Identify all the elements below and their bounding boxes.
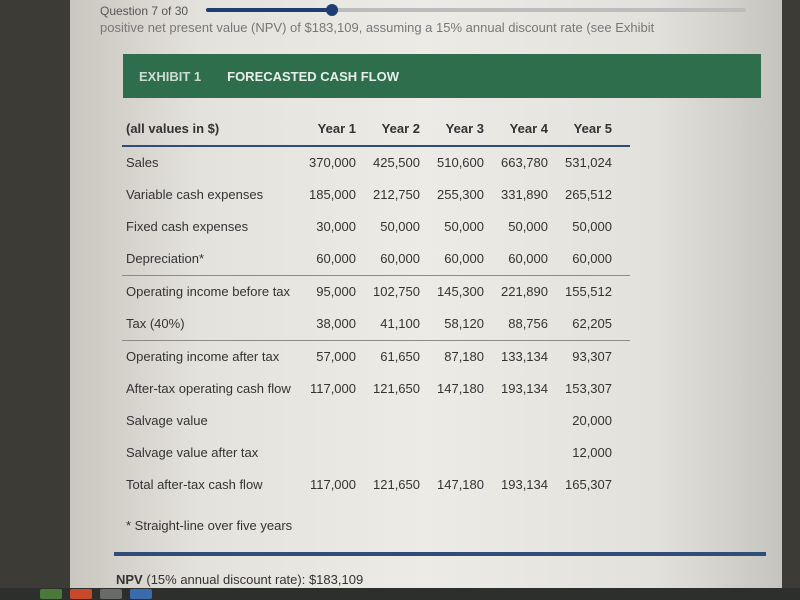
table-cell: 61,650 (380, 349, 420, 364)
row-label: Operating income after tax (126, 349, 280, 364)
table-cell: 12,000 (572, 445, 612, 460)
table-row (122, 211, 630, 243)
table-cell: 155,512 (565, 284, 612, 299)
row-label: Salvage value after tax (126, 445, 259, 460)
exhibit-title: FORECASTED CASH FLOW (227, 68, 400, 84)
table-cell: 60,000 (572, 251, 612, 266)
table-cell: 41,100 (380, 316, 420, 331)
table-cell: 57,000 (316, 349, 356, 364)
row-label: Variable cash expenses (126, 187, 264, 202)
table-cell: 265,512 (565, 187, 612, 202)
table-cell: 95,000 (316, 284, 356, 299)
table-cell: 185,000 (309, 187, 356, 202)
table-cell: 88,756 (508, 316, 548, 331)
table-cell: 50,000 (572, 219, 612, 234)
row-label: Salvage value (126, 413, 208, 428)
question-counter: Question 7 of 30 (100, 4, 189, 18)
column-header: Year 3 (445, 121, 484, 136)
table-cell: 510,600 (437, 155, 484, 170)
column-header: Year 4 (509, 121, 548, 136)
divider (114, 552, 766, 556)
table-row (122, 373, 630, 405)
table-cell: 20,000 (572, 413, 612, 428)
table-cell: 121,650 (373, 381, 420, 396)
progress-bar (206, 8, 746, 12)
question-text: positive net present value (NPV) of $183,109, assuming a 15% annual discount rate (see Exhibit (100, 20, 655, 35)
column-header: Year 2 (381, 121, 420, 136)
cash-flow-table (122, 113, 630, 501)
table-cell: 60,000 (444, 251, 484, 266)
column-header: Year 5 (573, 121, 612, 136)
npv-line (116, 572, 363, 587)
row-label: Operating income before tax (126, 284, 291, 299)
table-cell: 121,650 (373, 477, 420, 492)
table-cell: 221,890 (501, 284, 548, 299)
footnote: * Straight-line over five years (126, 518, 293, 533)
table-row (122, 437, 630, 469)
table-cell: 425,500 (373, 155, 420, 170)
npv-label: NPV (116, 572, 143, 587)
column-header: Year 1 (317, 121, 356, 136)
table-cell: 60,000 (508, 251, 548, 266)
table-row (122, 405, 630, 437)
table-row (122, 147, 630, 179)
table-cell: 102,750 (373, 284, 420, 299)
table-cell: 87,180 (444, 349, 484, 364)
row-label: After-tax operating cash flow (126, 381, 291, 396)
table-cell: 117,000 (309, 477, 356, 492)
table-cell: 50,000 (508, 219, 548, 234)
table-cell: 60,000 (380, 251, 420, 266)
exhibit-header (123, 54, 761, 98)
table-row (122, 469, 630, 501)
table-cell: 133,134 (501, 349, 548, 364)
question-topbar (100, 4, 760, 18)
table-cell: 370,000 (309, 155, 356, 170)
table-cell: 117,000 (309, 381, 356, 396)
table-row (122, 341, 630, 373)
row-label: Sales (126, 155, 159, 170)
table-cell: 93,307 (572, 349, 612, 364)
table-cell: 147,180 (437, 381, 484, 396)
progress-knob[interactable] (326, 4, 338, 16)
table-cell: 50,000 (380, 219, 420, 234)
table-cell: 193,134 (501, 477, 548, 492)
table-row (122, 243, 630, 276)
progress-fill (206, 8, 332, 12)
table-cell: 331,890 (501, 187, 548, 202)
row-label: Total after-tax cash flow (126, 477, 263, 492)
taskbar-app-icon[interactable] (130, 589, 152, 599)
table-cell: 145,300 (437, 284, 484, 299)
table-cell: 193,134 (501, 381, 548, 396)
table-header-label: (all values in $) (126, 121, 220, 136)
table-header-row (122, 113, 630, 147)
table-cell: 62,205 (572, 316, 612, 331)
table-cell: 255,300 (437, 187, 484, 202)
exhibit-label: EXHIBIT 1 (139, 68, 202, 84)
table-cell: 212,750 (373, 187, 420, 202)
screen (70, 0, 782, 600)
table-cell: 50,000 (444, 219, 484, 234)
row-label: Tax (40%) (126, 316, 185, 331)
table-row (122, 276, 630, 308)
table-cell: 147,180 (437, 477, 484, 492)
taskbar-app-icon[interactable] (70, 589, 92, 599)
table-cell: 153,307 (565, 381, 612, 396)
table-cell: 663,780 (501, 155, 548, 170)
table-cell: 58,120 (444, 316, 484, 331)
row-label: Fixed cash expenses (126, 219, 249, 234)
taskbar-app-icon[interactable] (100, 589, 122, 599)
npv-text: (15% annual discount rate): $183,109 (146, 572, 364, 587)
table-cell: 531,024 (565, 155, 612, 170)
table-cell: 38,000 (316, 316, 356, 331)
table-row (122, 179, 630, 211)
taskbar-app-icon[interactable] (40, 589, 62, 599)
table-row (122, 308, 630, 341)
table-cell: 165,307 (565, 477, 612, 492)
table-cell: 30,000 (316, 219, 356, 234)
table-cell: 60,000 (316, 251, 356, 266)
taskbar (0, 588, 800, 600)
row-label: Depreciation* (126, 251, 205, 266)
